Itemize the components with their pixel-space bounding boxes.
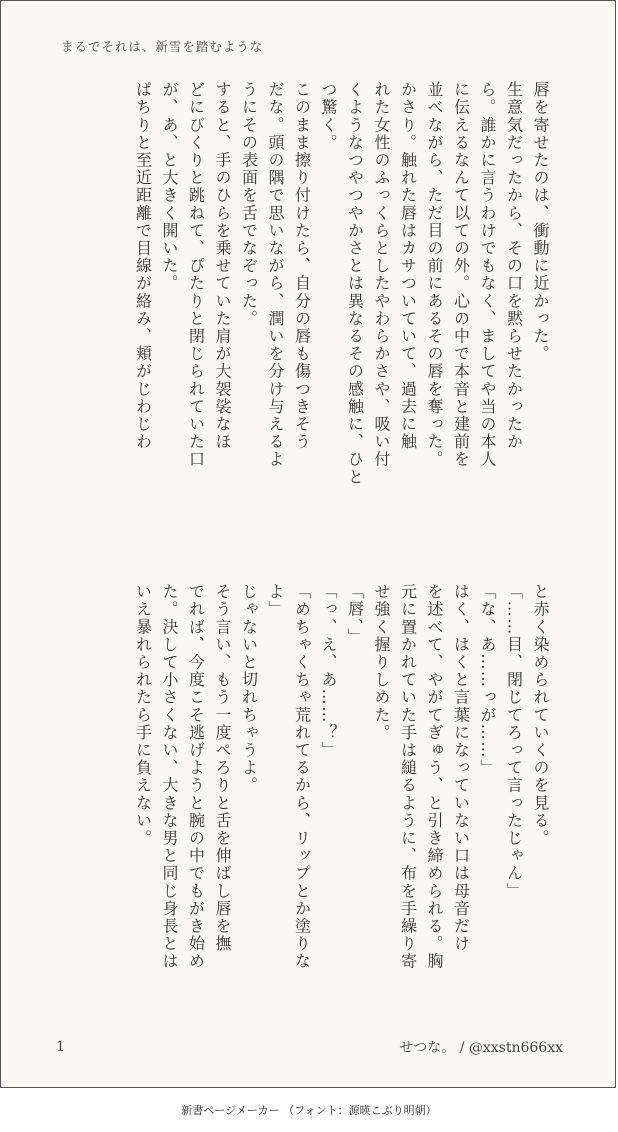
text-line: うにその表面を舌でなぞった。 — [239, 81, 259, 328]
text-line: でれば、今度こそ逃げようと腕の中でもがき始め — [186, 583, 206, 971]
text-line: すると、手のひらを乗せていた肩が大袈裟なほ — [213, 81, 232, 451]
text-line: 「な、あ……っが……」 — [478, 583, 497, 777]
text-line: と赤く染められていくのを見る。 — [531, 583, 550, 847]
text-line: いえ暴れられたら手に負えない。 — [133, 583, 153, 847]
author-credit: せつな。 / @xxstn666xx — [399, 1040, 563, 1056]
book-title: まるでそれは、新雪を踏むような — [61, 39, 264, 54]
text-line: 「めちゃくちゃ荒れてるから、リップとか塗りな — [292, 583, 312, 971]
text-line: かさり。触れた唇はカサついていて、過去に触 — [398, 81, 418, 451]
text-line: が、あ、と大きく開いた。 — [160, 81, 179, 293]
text-line: そう言い、もう一度ぺろりと舌を伸ばし唇を撫 — [213, 583, 232, 953]
page-number: 1 — [56, 1039, 65, 1055]
text-line: せ強く握りしめた。 — [372, 583, 391, 742]
text-line: 「唇、」 — [345, 583, 365, 646]
text-line: だな。頭の隅で思いながら、潤いを分け与えるよ — [266, 81, 285, 469]
text-line: このまま擦り付けたら、自分の唇も傷つきそう — [292, 81, 312, 451]
text-line: 並べながら、ただ目の前にあるその唇を奪った。 — [425, 81, 444, 469]
text-line: 元に置かれていた手は縋るように、布を手繰り寄 — [398, 583, 418, 971]
text-line: 「……目、閉じてろって言ったじゃん」 — [504, 583, 524, 900]
text-line: を述べて、やがてぎゅう、と引き締められる。胸 — [425, 583, 444, 971]
text-block-bottom — [57, 583, 553, 971]
text-line: よ」 — [266, 583, 285, 619]
text-line: ら。誰かに言うわけでもなく、ましてや当の本人 — [478, 81, 497, 469]
text-line: じゃないと切れちゃうよ。 — [239, 583, 259, 795]
text-line: つ驚く。 — [319, 81, 338, 152]
text-block-top — [57, 81, 553, 511]
text-line: はく、はくと言葉になっていない口は母音だけ — [451, 583, 471, 953]
text-line: に伝えるなんて以ての外。心の中で本音と建前を — [451, 81, 471, 469]
text-line: ぱちりと至近距離で目線が絡み、頬がじわじわ — [133, 81, 153, 451]
footer-credit: 新書ページメーカー （フォント：源暎こぶり明朝） — [181, 1104, 437, 1117]
text-line: れた女性のふっくらとしたやわらかさや、吸い付 — [372, 81, 391, 469]
text-line: どにびくりと跳ねて、ぴたりと閉じられていた口 — [186, 81, 206, 469]
text-line: 唇を寄せたのは、衝動に近かった。 — [531, 81, 550, 363]
text-line: 「っ、え、あ……？」 — [319, 583, 338, 759]
text-line: 生意気だったから、その口を黙らせたかったか — [504, 81, 524, 451]
text-line: くようなつやつやかさとは異なるその感触に、ひと — [345, 81, 365, 486]
text-line: た。決して小さくない、大きな男と同じ身長とは — [160, 583, 179, 971]
